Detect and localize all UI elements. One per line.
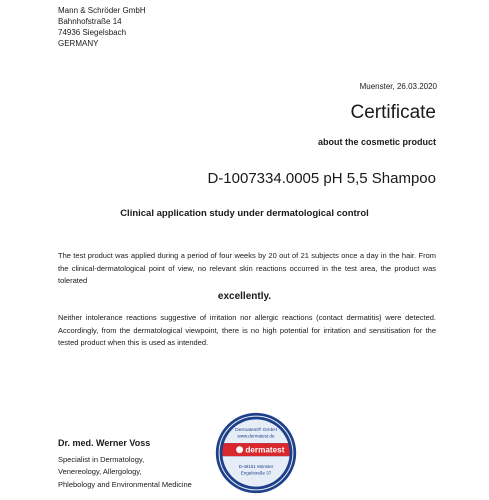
seal-brand-dot-icon bbox=[236, 446, 243, 453]
certificate-subtitle: about the cosmetic product bbox=[317, 137, 436, 147]
signatory-line: Venereology, Allergology, bbox=[58, 467, 142, 476]
signatory-name: Dr. med. Werner Voss bbox=[58, 438, 151, 448]
rating-text: excellently. bbox=[217, 291, 272, 302]
dermatest-seal-logo bbox=[215, 412, 297, 494]
seal-address-line-1: D-48161 Münster bbox=[238, 463, 274, 469]
signatory-line: Specialist in Dermatology, bbox=[58, 454, 145, 464]
product-name: D-1007334.0005 pH 5,5 Shampoo bbox=[207, 170, 436, 187]
date-line: Muenster, 26.03.2020 bbox=[359, 82, 437, 91]
signatory-line: Phlebology and Environmental Medicine bbox=[58, 479, 192, 489]
sender-address bbox=[58, 5, 146, 49]
seal-company-text: Dermatest® GmbH bbox=[235, 427, 277, 433]
sender-company: Mann & Schröder GmbH bbox=[58, 6, 146, 15]
seal-address-line-2: Engelstraße 37 bbox=[240, 470, 272, 476]
sender-country: GERMANY bbox=[58, 39, 99, 48]
study-title: Clinical application study under dermatological control bbox=[120, 208, 369, 219]
result-paragraph-1: The test product was applied during a period of four weeks by 20 out of 21 subjects once a day in the hair. From the clinical-dermatological point of view, no relevant skin reactions occurred in the test area, the product was tolerated bbox=[58, 251, 436, 285]
seal-website-text: www.dermatest.de bbox=[237, 433, 275, 439]
seal-brand-text: dermatest bbox=[245, 445, 285, 455]
result-paragraph-2: Neither intolerance reactions suggestive of irritation nor allergic reactions (contact dermatitis) were detected. Accordingly, from the dermatological viewpoint, there is no high potential for irritation and sensitisation for the tested product when this is used as intended. bbox=[58, 313, 436, 347]
sender-street: Bahnhofstraße 14 bbox=[58, 17, 122, 26]
sender-city: 74936 Siegelsbach bbox=[58, 28, 127, 37]
certificate-title: Certificate bbox=[350, 102, 436, 123]
signature-block bbox=[58, 437, 192, 491]
